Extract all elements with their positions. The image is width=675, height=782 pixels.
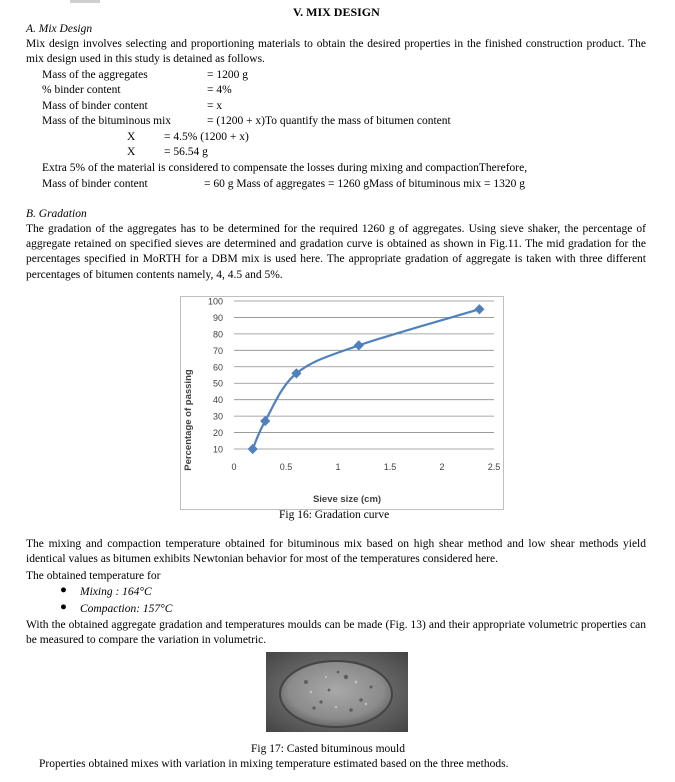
top-rule bbox=[70, 0, 100, 3]
final-label: Mass of binder content bbox=[42, 178, 148, 190]
bullet-compaction: Compaction: 157°C bbox=[80, 603, 173, 615]
data-point bbox=[354, 340, 364, 350]
gradation-chart-svg bbox=[181, 297, 503, 509]
intro-paragraph: Mix design involves selecting and proportioning materials to obtain the desired properties in the finished construction product. The mix design used in this study is detained as follows. bbox=[26, 38, 646, 66]
y-tick-label: 50 bbox=[212, 378, 223, 389]
x-value-1: = 4.5% (1200 + x) bbox=[164, 131, 249, 143]
data-point bbox=[260, 416, 270, 426]
bullet-dot-1: ● bbox=[60, 584, 67, 596]
x-tick-label: 0.5 bbox=[279, 462, 293, 472]
x-tick-label: 1.5 bbox=[383, 462, 397, 472]
y-tick-label: 30 bbox=[212, 411, 223, 422]
bituminous-mould-photo bbox=[266, 652, 408, 732]
calc-value-2: = 4% bbox=[207, 84, 232, 96]
y-tick-label: 80 bbox=[212, 329, 223, 340]
x-value-2: = 56.54 g bbox=[164, 146, 208, 158]
closing-sentence: Properties obtained mixes with variation in mixing temperature estimated based on the three methods. bbox=[39, 758, 509, 770]
temperature-paragraph: The mixing and compaction temperature obtained for bituminous mix based on high shear method and low shear methods yield identical values as bitumen exhibits Newtonian behavior for most of the temperatures considered here. bbox=[26, 538, 646, 566]
fig17-caption: Fig 17: Casted bituminous mould bbox=[251, 743, 405, 755]
mould-photo-drawing bbox=[266, 652, 408, 732]
y-tick-label: 90 bbox=[212, 312, 223, 323]
data-point bbox=[474, 304, 484, 314]
bullet-dot-2: ● bbox=[60, 601, 67, 613]
bullet-mixing: Mixing : 164°C bbox=[80, 586, 152, 598]
x-axis-title: Sieve size (cm) bbox=[312, 494, 382, 505]
section-title: V. MIX DESIGN bbox=[293, 5, 380, 19]
x-label-1: X bbox=[127, 131, 136, 143]
x-tick-label: 2.5 bbox=[487, 462, 501, 472]
gradation-paragraph: The gradation of the aggregates has to be determined for the required 1260 g of aggregates. Using sieve shaker, the percentage of aggregate retained on specified sieves are determined and gradation curve is obtained as shown in Fig.11. The mid gradation for the percentages specified in MoRTH for a DBM mix is used here. The appropriate gradation of aggregate is taken with three different percentages of bitumen contents namely, 4, 4.5 and 5%. bbox=[26, 223, 646, 281]
y-tick-label: 60 bbox=[212, 362, 223, 373]
subsection-b-heading: B. Gradation bbox=[26, 208, 87, 220]
y-tick-label: 100 bbox=[207, 297, 223, 307]
y-tick-label: 40 bbox=[212, 395, 223, 406]
fig16-caption: Fig 16: Gradation curve bbox=[279, 509, 390, 521]
y-tick-label: 20 bbox=[212, 428, 223, 439]
y-axis-title: Percentage of passing bbox=[183, 369, 194, 471]
calc-label-2: % binder content bbox=[42, 84, 121, 96]
calc-label-4: Mass of the bituminous mix bbox=[42, 115, 172, 127]
calc-label-3: Mass of binder content bbox=[42, 100, 148, 112]
x-label-2: X bbox=[127, 146, 136, 158]
extra-note: Extra 5% of the material is considered to compensate the losses during mixing and compactionTherefore, bbox=[42, 162, 528, 174]
subsection-a-heading: A. Mix Design bbox=[26, 23, 93, 35]
gradation-chart bbox=[180, 296, 504, 510]
calc-value-1: = 1200 g bbox=[207, 69, 248, 81]
series-line bbox=[253, 309, 480, 449]
y-tick-label: 70 bbox=[212, 345, 223, 356]
calc-value-4: = (1200 + x)To quantify the mass of bitumen content bbox=[207, 115, 451, 127]
data-point bbox=[248, 444, 258, 454]
x-tick-label: 1 bbox=[335, 462, 341, 472]
mould-paragraph: With the obtained aggregate gradation and temperatures moulds can be made (Fig. 13) and their appropriate volumetric properties can be measured to compare the variation in volumetric. bbox=[26, 619, 646, 647]
x-tick-label: 2 bbox=[439, 462, 445, 472]
y-tick-label: 10 bbox=[212, 444, 223, 455]
temperature-intro: The obtained temperature for bbox=[26, 570, 161, 582]
calc-label-1: Mass of the aggregates bbox=[42, 69, 148, 81]
x-tick-label: 0 bbox=[231, 462, 237, 472]
final-values: = 60 g Mass of aggregates = 1260 gMass of bituminous mix = 1320 g bbox=[204, 178, 525, 190]
calc-value-3: = x bbox=[207, 100, 223, 112]
